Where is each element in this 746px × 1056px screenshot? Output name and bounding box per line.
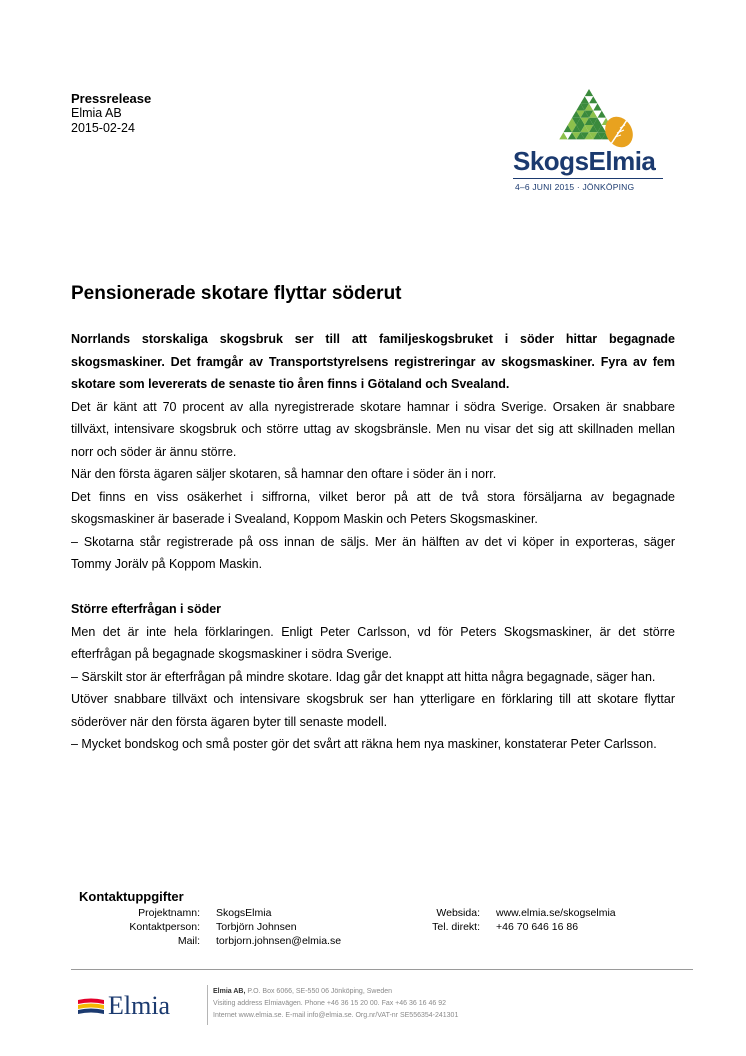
- contact-values: [216, 906, 341, 948]
- elmia-wordmark: Elmia: [108, 991, 171, 1020]
- release-date: 2015-02-24: [71, 121, 135, 135]
- page-title: Pensionerade skotare flyttar söderut: [71, 283, 402, 304]
- tree-triangle-icon: [511, 87, 667, 149]
- tel-value: +46 70 646 16 86: [496, 921, 579, 933]
- mail-label: Mail:: [177, 935, 200, 947]
- footer-company: Elmia AB,: [213, 988, 246, 995]
- paragraph: – Skotarna står registrerade på oss innan de säljs. Mer än hälften av det vi köper in exporteras, säger Tommy Jorälv på Koppom Maskin.: [71, 534, 675, 571]
- paragraph: Det finns en viss osäkerhet i siffrorna, vilket beror på att de två stora försäljarna av begagnade skogsmaskiner är baserade i Svealand, Koppom Maskin och Peters Skogsmaskiner.: [71, 489, 675, 526]
- press-header: [71, 91, 151, 136]
- paragraph: – Särskilt stor är efterfrågan på mindre skotare. Idag går det knappt att hitta några begagnade, säger han.: [71, 669, 656, 684]
- skogselmia-logo: [511, 87, 667, 192]
- logo-event-date: 4–6 JUNI 2015 · JÖNKÖPING: [515, 182, 635, 192]
- elmia-logo: [78, 993, 170, 1019]
- press-label: Pressrelease: [71, 91, 152, 106]
- mail-value[interactable]: torbjorn.johnsen@elmia.se: [216, 935, 342, 947]
- logo-name: SkogsElmia: [513, 146, 656, 176]
- tel-label: Tel. direkt:: [432, 921, 480, 933]
- elmia-flag-icon: [78, 997, 104, 1015]
- paragraph: – Mycket bondskog och små poster gör det svårt att räkna hem nya maskiner, konstaterar Peter Carlsson.: [71, 737, 657, 751]
- lead-paragraph: Norrlands storskaliga skogsbruk ser till att familjeskogsbruket i söder hittar begagnade skogsmaskiner. Det framgår av Transportstyrelsens registreringar av skogsmaskiner. Fyra av fem skotare som levererats de senaste tio åren finns i Götaland och Svealand.: [71, 332, 675, 391]
- footer-divider: [71, 969, 693, 970]
- footer-separator: [207, 985, 208, 1025]
- contact-heading: Kontaktuppgifter: [79, 889, 184, 904]
- section-heading: Större efterfrågan i söder: [71, 602, 222, 616]
- project-value: SkogsElmia: [216, 907, 272, 919]
- logo-divider: [513, 178, 663, 179]
- project-label: Projektnamn:: [138, 907, 200, 919]
- paragraph: Utöver snabbare tillväxt och intensivare skogsbruk ser han ytterligare en förklaring till att skotare flyttar söderöver när den första ägaren byter till senaste modell.: [71, 692, 675, 729]
- web-value[interactable]: www.elmia.se/skogselmia: [496, 907, 616, 919]
- contact-values-right: [496, 906, 616, 934]
- company-name: Elmia AB: [71, 106, 122, 120]
- tree-tile: [585, 89, 594, 96]
- contact-labels-right: [400, 906, 480, 934]
- footer-info: [213, 986, 458, 1022]
- paragraph: Det är känt att 70 procent av alla nyregistrerade skotare hamnar i södra Sverige. Orsaken är snabbare tillväxt, intensivare skogsbruk och större uttag av skogsbränsle. Men nu visar det sig att skillnaden mellan norr och söder är ännu större.: [71, 399, 675, 459]
- person-label: Kontaktperson:: [129, 921, 200, 933]
- footer-visiting: Visiting address Elmiavägen. Phone +46 36 15 20 00. Fax +46 36 16 46 92: [213, 1000, 446, 1007]
- contact-labels: [90, 906, 200, 948]
- paragraph: När den första ägaren säljer skotaren, så hamnar den oftare i söder än i norr.: [71, 467, 497, 481]
- footer-internet: Internet www.elmia.se. E-mail info@elmia.se. Org.nr/VAT-nr SE556354-241301: [213, 1012, 459, 1019]
- footer-address: P.O. Box 6066, SE-550 06 Jönköping, Sweden: [247, 988, 393, 995]
- article-body: [71, 328, 675, 756]
- person-value: Torbjörn Johnsen: [216, 921, 297, 933]
- web-label: Websida:: [436, 907, 480, 919]
- paragraph: Men det är inte hela förklaringen. Enligt Peter Carlsson, vd för Peters Skogsmaskiner, är det större efterfrågan på begagnade skogsmaskiner i södra Sverige.: [71, 624, 675, 661]
